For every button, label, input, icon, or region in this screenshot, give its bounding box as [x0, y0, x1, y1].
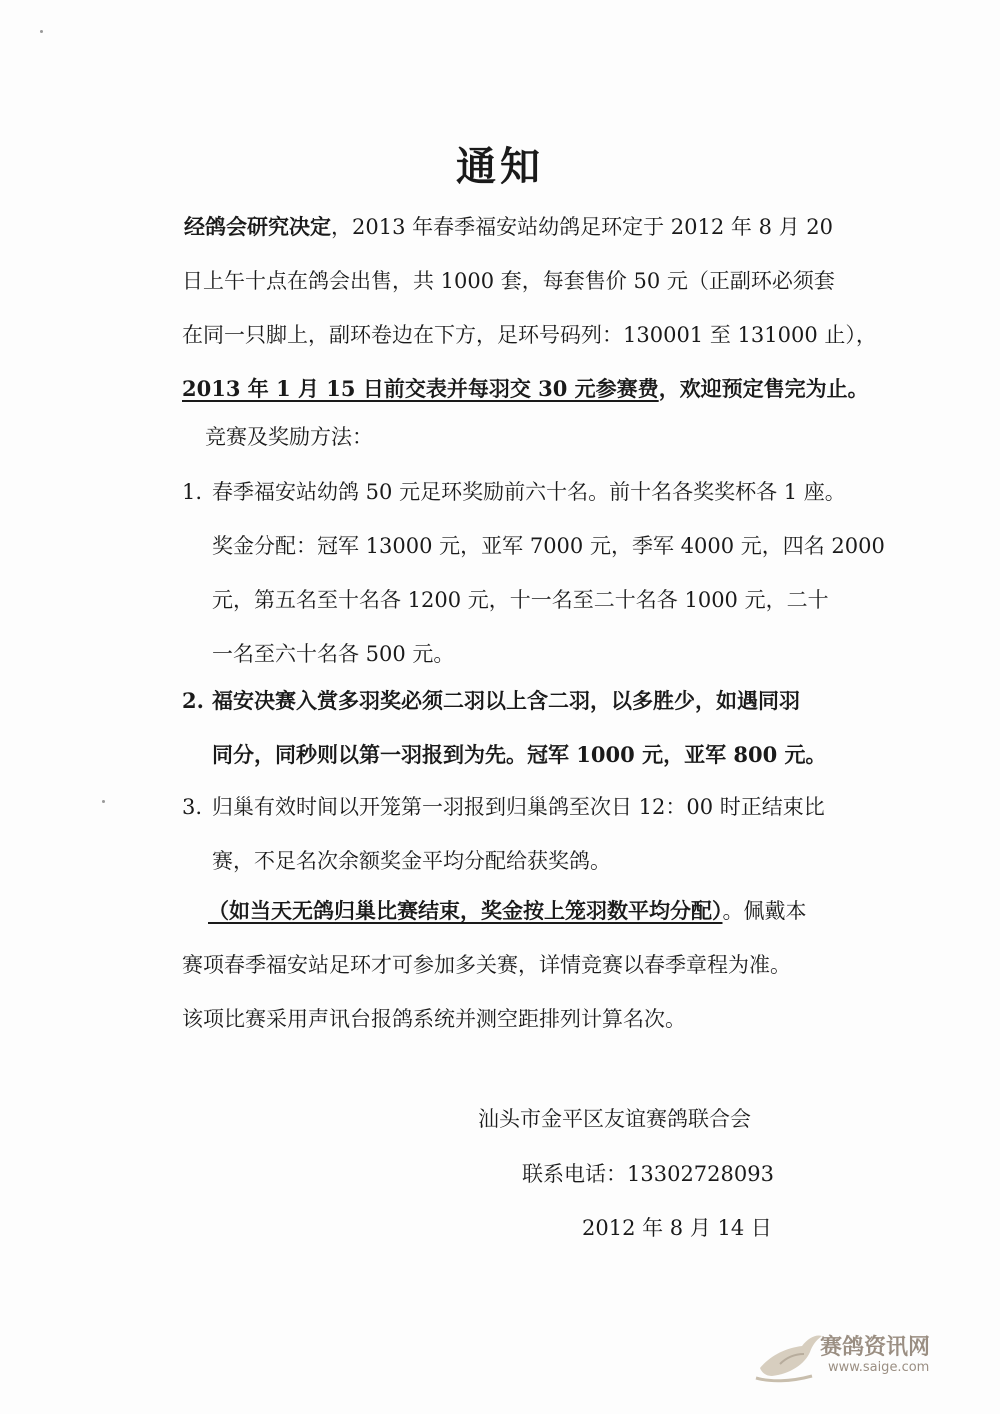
note-line-2: 赛项春季福安站足环才可参加多关赛，详情竞赛以春季章程为准。: [182, 953, 791, 977]
note-line-1-rest: 。佩戴本: [722, 899, 807, 923]
item-3-number: 3.: [182, 795, 203, 819]
item-3-line: 赛，不足名次余额奖金平均分配给获奖鸽。: [212, 849, 611, 873]
item-2-line: 福安决赛入赏多羽奖必须二羽以上含二羽，以多胜少，如遇同羽: [212, 688, 800, 713]
signature-date: 2012 年 8 月 14 日: [582, 1216, 772, 1240]
site-watermark: [750, 1326, 960, 1386]
intro-paragraph-cont: [182, 254, 877, 416]
note-line-1: [208, 884, 807, 938]
item-2-number: 2.: [182, 688, 204, 713]
note-underlined: （如当天无鸽归巢比赛结束，奖金按上笼羽数平均分配）: [208, 898, 723, 923]
intro-line-2: 日上午十点在鸽会出售，共 1000 套，每套售价 50 元（正副环必须套: [182, 269, 835, 293]
item-3-line: 归巢有效时间以开笼第一羽报到归巢鸽至次日 12：00 时正结束比: [212, 795, 825, 819]
item-3: [212, 780, 825, 888]
item-1-line: 元，第五名至十名各 1200 元，十一名至二十名各 1000 元，二十: [212, 588, 829, 612]
item-1-line: 奖金分配：冠军 13000 元，亚军 7000 元，季军 4000 元，四名 2000: [212, 534, 885, 558]
item-2: [212, 674, 827, 782]
intro-lead: 经鸽会研究决定: [184, 214, 331, 239]
item-1: [212, 465, 885, 681]
item-2-line: 同分，同秒则以第一羽报到为先。冠军 1000 元，亚军 800 元。: [212, 742, 827, 767]
note-paragraph: [182, 938, 791, 1046]
notice-title: 通知: [456, 143, 544, 190]
intro-line-4: [182, 362, 877, 416]
intro-deadline: 2013 年 1 月 15 日前交表并每羽交 30 元参赛费: [182, 376, 659, 401]
scan-speck: [102, 800, 105, 803]
scan-speck: [40, 30, 43, 33]
intro-line-4-rest: ，欢迎预定售完为止。: [658, 376, 869, 401]
signature-org: 汕头市金平区友谊赛鸽联合会: [478, 1107, 751, 1131]
item-1-number: 1.: [182, 480, 203, 504]
intro-paragraph: [184, 200, 833, 254]
pigeon-logo-icon: [750, 1326, 830, 1386]
signature-phone: 联系电话：13302728093: [522, 1162, 774, 1186]
item-1-line: 春季福安站幼鸽 50 元足环奖励前六十名。前十名各奖奖杯各 1 座。: [212, 480, 846, 504]
intro-line-3: 在同一只脚上，副环卷边在下方，足环号码列：130001 至 131000 止），: [182, 323, 877, 347]
watermark-text: 赛鸽资讯网: [820, 1335, 931, 1360]
intro-line-1: [184, 200, 833, 254]
item-1-line: 一名至六十名各 500 元。: [212, 642, 455, 666]
note-line-3: 该项比赛采用声讯台报鸽系统并测空距排列计算名次。: [182, 1007, 686, 1031]
method-heading: 竞赛及奖励方法：: [205, 425, 373, 449]
intro-line-1-rest: ，2013 年春季福安站幼鸽足环定于 2012 年 8 月 20: [331, 215, 834, 239]
watermark-url: www.saige.com: [828, 1360, 930, 1375]
